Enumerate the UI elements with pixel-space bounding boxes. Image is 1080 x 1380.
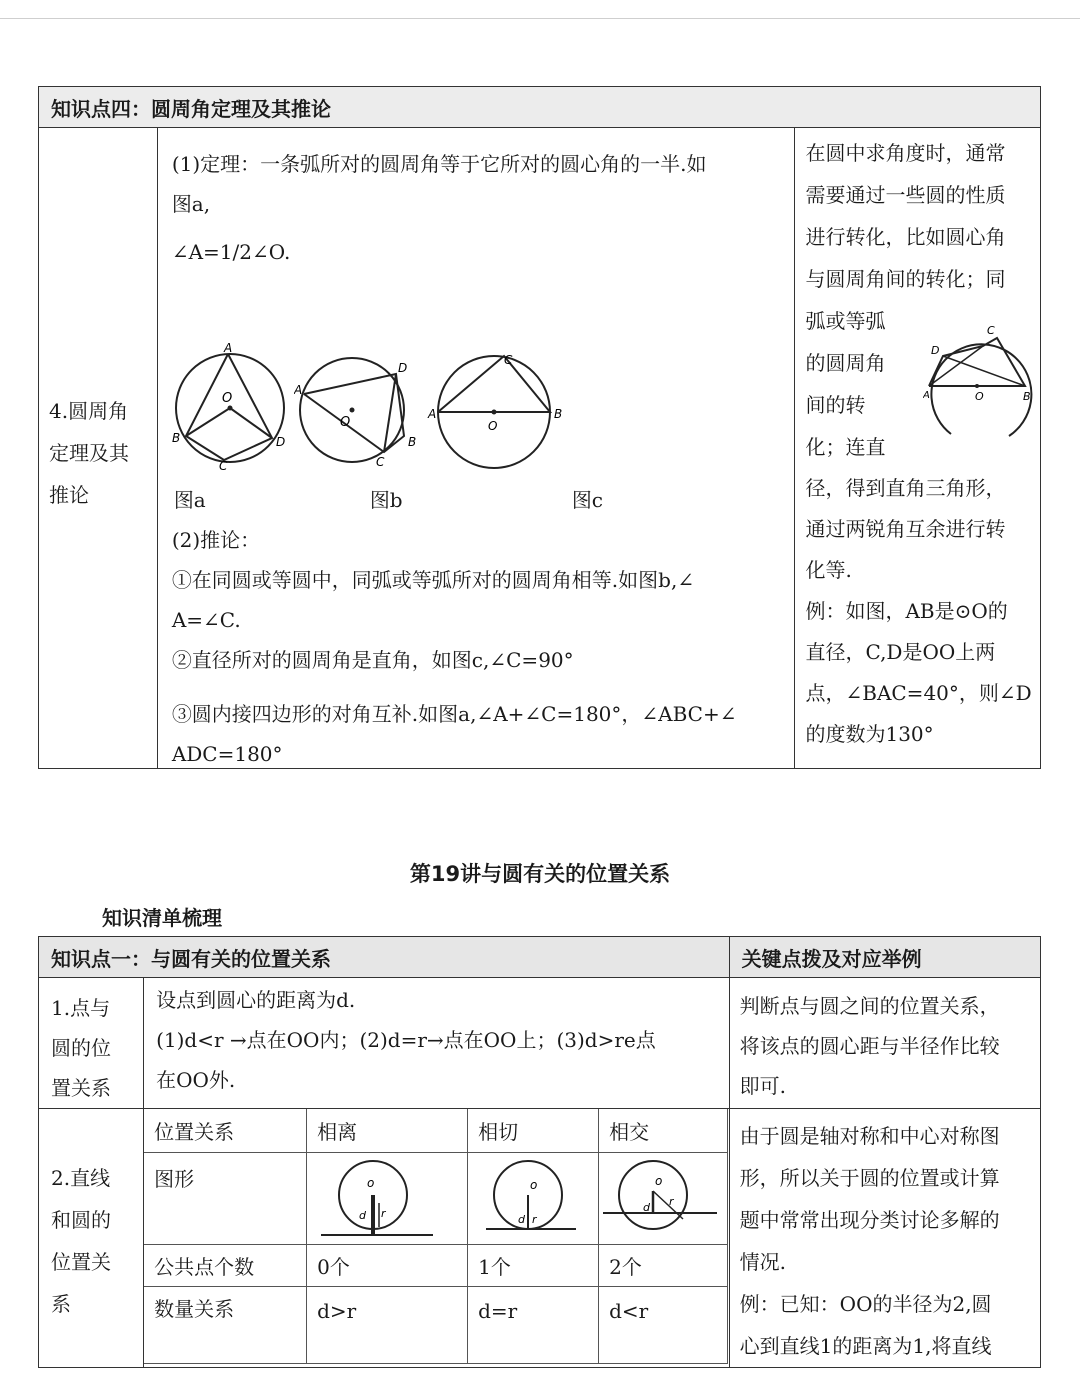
point-label-a: A [427,407,437,421]
lecture-title: 第19讲与圆有关的位置关系 [409,862,671,886]
row1-tip-line: 将该点的圆心距与半径作比较 [739,1034,1000,1058]
relation-inner-table [143,1108,728,1364]
fig-label-o: o [655,1174,663,1188]
fig-label-d: d [643,1201,651,1214]
tip-line: 间的转 [805,393,866,417]
section2-header-left: 知识点一：与圆有关的位置关系 [39,937,730,978]
tip-line: 化等. [805,558,852,582]
point-label-c: C [987,324,996,337]
fig-label-d: d [518,1213,526,1226]
relation-row-label: 数量关系 [144,1287,307,1364]
fig-label-r: r [669,1195,674,1208]
point-label-c: C [218,459,228,470]
corollary-title: (2)推论： [171,528,261,552]
tip-line: 弧或等弧 [805,309,886,333]
point-label-o: O [221,391,233,406]
point-label-a: A [223,341,233,355]
row2-tip-line: 题中常常出现分类讨论多解的 [739,1208,1000,1232]
row1-label-line: 置关系 [51,1076,111,1100]
theorem-content-cell [157,128,795,769]
section1-header: 知识点四：圆周角定理及其推论 [39,87,1041,128]
theorem-line: (1)定理：一条弧所对的圆周角等于它所对的圆心角的一半.如 [171,152,707,176]
tip-line: 需要通过一些圆的性质 [805,183,1006,207]
point-label-o: O [339,415,351,430]
fig-label-d: d [359,1209,367,1222]
row1-label-line: 1.点与 [51,996,111,1020]
row1-tip-line: 即可. [739,1074,787,1098]
row1-tip-line: 判断点与圆之间的位置关系， [739,994,1000,1018]
point-label-a: A [293,383,303,397]
point-label-o: O [975,390,985,403]
inner-header-cell: 相交 [599,1109,728,1153]
inner-header-cell: 相离 [307,1109,468,1153]
figure-c [426,350,566,470]
point-label-b: B [171,431,181,445]
fig-label-r: r [381,1207,386,1220]
fig-label-r: r [532,1213,537,1226]
tip-line: 直径，C,D是OO上两 [805,640,996,664]
point-label-d: D [931,344,940,357]
point-label-c: C [375,455,385,469]
line-tangent-figure [468,1153,588,1239]
row2-label-line: 位置关 [51,1250,111,1274]
tip-line: 在圆中求角度时，通常 [805,141,1006,165]
figure-a [166,340,296,470]
section2-header-right: 关键点拨及对应举例 [729,937,1040,978]
line-separate-figure [307,1153,457,1239]
tip-line: 化；连直 [805,435,886,459]
tip-line: 通过两锐角互余进行转 [805,517,1006,541]
row-label-cell [39,128,158,769]
section-subtitle: 知识清单梳理 [102,906,222,930]
tip-line: 点，∠BAC=40°，则∠D [805,681,1032,705]
row2-tip-line: 由于圆是轴对称和中心对称图 [739,1124,1000,1148]
row2-label-line: 2.直线 [51,1166,111,1190]
relation-cell: d<r [599,1287,728,1364]
row2-tip-line: 例：已知：OO的半径为2,圆 [739,1292,992,1316]
tip-line: 例：如图，AB是⊙O的 [805,599,1008,623]
figure-a-label: 图a [173,488,206,512]
corollary-line: ②直径所对的圆周角是直角，如图c,∠C=90° [171,648,574,672]
tip-cell [795,128,1041,769]
example-figure [923,324,1035,444]
row1-tip-cell [729,978,1040,1109]
row1-content-line: 在OO外. [156,1068,236,1092]
row1-label-line: 圆的位 [51,1036,111,1060]
point-label-a: A [923,390,931,401]
theorem-line: 图a, [171,192,211,216]
row-label-line: 4.圆周角 [49,399,129,423]
fig-label-o: o [530,1178,538,1192]
theorem-line: ∠A=1/2∠O. [171,240,291,264]
row1-content-line: 设点到圆心的距离为d. [156,988,356,1012]
row2-tip-line: 形，所以关于圆的位置或计算 [739,1166,1000,1190]
row1-content-cell [144,978,730,1109]
row2-label-cell [39,1109,144,1368]
relation-cell: d=r [468,1287,599,1364]
tip-line: 进行转化，比如圆心角 [805,225,1006,249]
point-label-o: O [487,419,498,433]
row2-inner-cell [144,1109,730,1368]
point-label-d: D [275,435,286,449]
point-label-b: B [1023,390,1032,403]
tip-line: 径，得到直角三角形， [805,476,1006,500]
row2-tip-line: 心到直线1的距离为1,将直线 [739,1334,992,1358]
top-rule [0,18,1080,19]
figure-b [294,350,424,470]
tip-line: 与圆周角间的转化；同 [805,267,1006,291]
row2-tip-cell [729,1109,1040,1368]
point-label-b: B [553,407,563,421]
relation-cell: d>r [307,1287,468,1364]
row2-label-line: 系 [51,1292,71,1316]
fig-separate-cell [307,1153,468,1245]
corollary-line: ①在同圆或等圆中，同弧或等弧所对的圆周角相等.如图b,∠ [171,568,695,592]
theorem-table [38,86,1041,769]
row-label-line: 推论 [49,483,89,507]
corollary-line: ③圆内接四边形的对角互补.如图a,∠A+∠C=180°，∠ABC+∠ [171,702,737,726]
fig-intersect-cell [599,1153,728,1245]
count-row-label: 公共点个数 [144,1245,307,1287]
point-label-d: D [397,361,408,375]
row1-label-cell [39,978,144,1109]
fig-label-o: o [367,1176,375,1190]
fig-tangent-cell [468,1153,599,1245]
figure-c-label: 图c [571,488,604,512]
count-cell: 1个 [468,1245,599,1287]
row2-tip-line: 情况. [739,1250,787,1274]
line-intersect-figure [599,1153,725,1239]
inner-header-cell: 位置关系 [144,1109,307,1153]
corollary-line: ADC=180° [171,742,283,766]
figure-b-label: 图b [369,488,403,512]
position-table [38,936,1041,1368]
point-label-b: B [407,435,417,449]
inner-header-cell: 相切 [468,1109,599,1153]
point-label-c: C [503,353,513,367]
tip-line: 的度数为130° [805,722,934,746]
row2-label-line: 和圆的 [51,1208,111,1232]
tip-line: 的圆周角 [805,351,886,375]
figure-row-label: 图形 [144,1153,307,1245]
row-label-line: 定理及其 [49,441,129,465]
corollary-line: A=∠C. [171,608,241,632]
count-cell: 0个 [307,1245,468,1287]
count-cell: 2个 [599,1245,728,1287]
row1-content-line: (1)d<r →点在OO内；(2)d=r→点在OO上；(3)d>re点 [156,1028,656,1052]
